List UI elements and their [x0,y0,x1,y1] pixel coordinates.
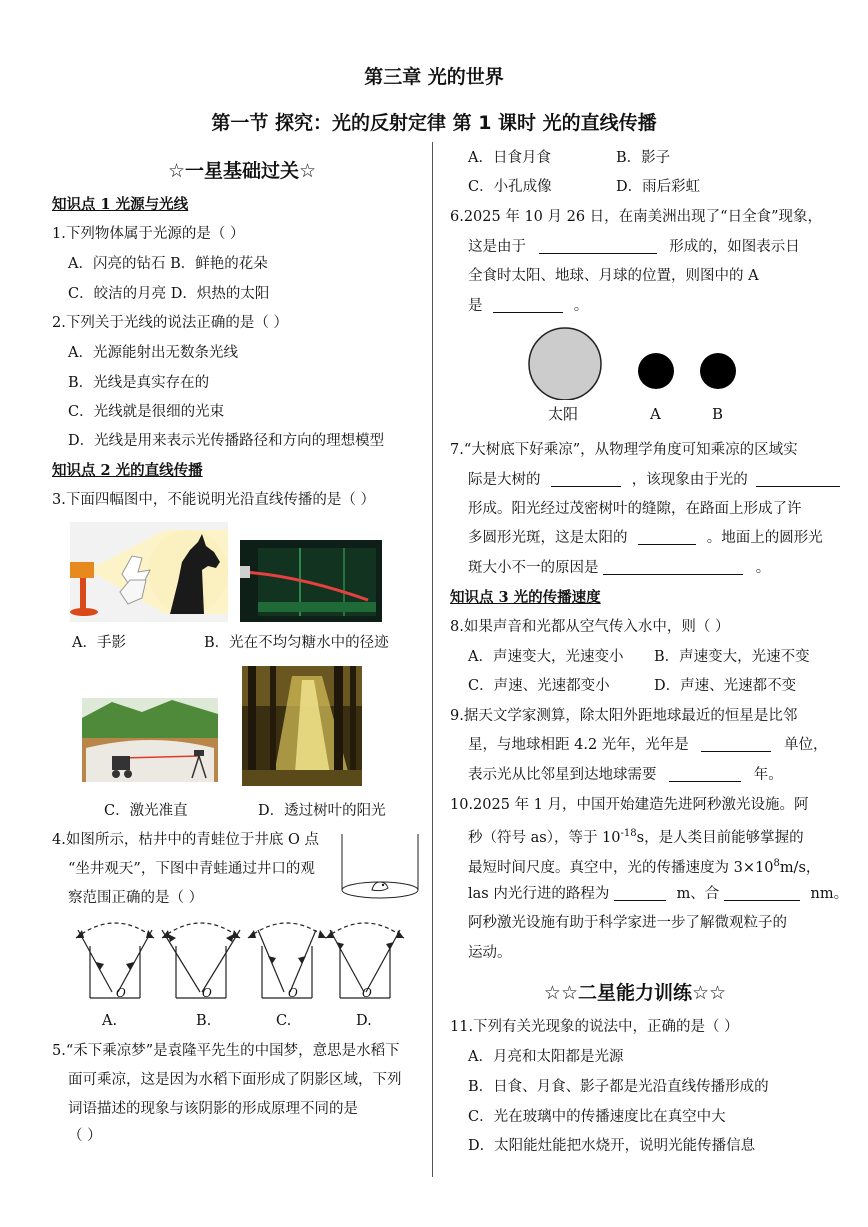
chapter-title: 第三章 光的世界 [364,66,504,88]
q6-text: 形成的，如图表示日 [669,239,800,255]
q10-blank-1[interactable] [614,882,666,901]
q10-text: s，是人类目前能够掌握的 [636,829,804,846]
q10-text: las 内光行进的路程为 [468,886,610,902]
q10-text: nm。 [810,886,849,902]
q1-option: A．闪亮的钻石 B．鲜艳的花朵 [68,256,268,272]
q7-text: 。 [755,560,771,576]
q7-stem-line [468,553,770,583]
q3-caption-a: A．手影 [72,635,126,651]
q4-diagram-c [242,916,332,1006]
q10-text: 最短时间尺度。真空中，光的传播速度为 3×10 [468,859,774,876]
q9-text: 星，与地球相距 4.2 光年，光年是 [468,737,689,753]
q3-caption-b: B．光在不均匀糖水中的径迹 [204,635,389,651]
q3-stem: 3.下面四幅图中，不能说明光沿直线传播的是（ ） [52,492,375,508]
q5-stem-line: （ ） [68,1128,102,1144]
q6-text: 是 [468,298,483,314]
q7-stem-line: 形成。阳光经过茂密树叶的缝隙，在路面上形成了许 [468,501,802,517]
q4-label-a: A. [102,1013,118,1029]
q11-option: B．日食、月食、影子都是光沿直线传播形成的 [468,1079,769,1095]
q4-stem-line: “坐井观天”，下图中青蛙通过井口的观 [68,861,315,877]
q9-stem-line [468,730,828,760]
q4-point-label: O [116,986,126,1000]
q9-stem-line [468,760,783,790]
q2-option: A．光源能射出无数条光线 [68,345,238,361]
section-title: 第一节 探究：光的反射定律 第 1 课时 光的直线传播 [211,112,657,134]
q10-stem-line [468,849,820,883]
q7-text: 际是大树的 [468,472,541,488]
q7-text: 斑大小不一的原因是 [468,560,599,576]
q4-point-label: O [362,986,372,1000]
a-label: A [650,405,661,423]
hand-shadow-image [70,522,228,622]
star2-heading: ☆☆二星能力训练☆☆ [543,982,727,1004]
q4-diagram-b [156,916,246,1006]
q1-stem: 1.下列物体属于光源的是（ ） [52,226,245,242]
star1-heading: ☆一星基础过关☆ [167,160,317,182]
q7-stem-line [468,465,840,495]
q10-text: m/s， [779,859,821,876]
q6-stem-line [468,232,800,262]
q7-stem-line: 7.“大树底下好乘凉”，从物理学角度可知乘凉的区域实 [450,442,798,458]
q7-text: ，该现象由于光的 [631,472,748,488]
q10-stem-line [468,819,804,853]
q9-stem-line: 9.据天文学家测算，除太阳外距地球最近的恒星是比邻 [450,708,798,724]
q11-option: C．光在玻璃中的传播速度比在真空中大 [468,1109,726,1125]
q9-text: 单位， [784,737,828,753]
q6-blank-1[interactable] [539,235,657,254]
q2-option: C．光线就是很细的光束 [68,404,225,420]
b-label: B [712,405,724,423]
q7-blank-1[interactable] [551,468,621,487]
eclipse-diagram [520,326,750,400]
q6-stem-line: 6.2025 年 10 月 26 日，在南美洲出现了“日全食”现象， [450,209,823,225]
column-divider [432,142,433,1177]
q11-option: D．太阳能灶能把水烧开，说明光能传播信息 [468,1138,756,1154]
q9-text: 表示光从比邻星到达地球需要 [468,767,657,783]
q6-text: 这是由于 [468,239,526,255]
q11-option: A．月亮和太阳都是光源 [468,1049,624,1065]
q10-stem-line: 运动。 [468,945,512,961]
q5-option: A．日食月食 [468,150,551,166]
q5-stem-line: 5.“禾下乘凉梦”是袁隆平先生的中国梦，意思是水稻下 [52,1043,400,1059]
q9-blank-2[interactable] [669,763,741,782]
forest-sunlight-image [242,666,362,786]
kp2-heading: 知识点 2 光的直线传播 [52,462,203,479]
q3-caption-c: C．激光准直 [104,803,188,819]
q11-stem: 11.下列有关光现象的说法中，正确的是（ ） [450,1019,739,1035]
q10-blank-2[interactable] [724,882,800,901]
q4-label-b: B. [196,1013,212,1029]
q10-text: 秒（符号 as），等于 10 [468,829,621,846]
q10-stem-line: 阿秒激光设施有助于科学家进一步了解微观粒子的 [468,915,787,931]
q6-stem-line [468,291,588,321]
q8-option: A．声速变大，光速变小 [468,649,624,665]
q7-blank-3[interactable] [638,526,696,545]
q4-point-label: O [202,986,212,1000]
q4-point-label: O [288,986,298,1000]
q7-blank-4[interactable] [603,556,743,575]
q7-stem-line [468,523,823,553]
q2-stem: 2.下列关于光线的说法正确的是（ ） [52,315,288,331]
q5-stem-line: 词语描述的现象与该阴影的形成原理不同的是 [68,1101,358,1117]
q3-caption-d: D．透过树叶的阳光 [258,803,386,819]
q4-stem-line: 4.如图所示，枯井中的青蛙位于井底 O 点 [52,832,319,848]
q6-blank-2[interactable] [493,294,563,313]
q2-option: B．光线是真实存在的 [68,375,210,391]
q4-label-c: C. [276,1013,292,1029]
q5-option: D．雨后彩虹 [616,179,701,195]
q7-text: 。地面上的圆形光 [706,530,823,546]
q9-text: 年。 [753,767,783,783]
q5-option: B．影子 [616,150,671,166]
laser-tunnel-image [82,698,218,782]
q4-stem-line: 察范围正确的是（ ） [68,890,204,906]
q2-option: D．光线是用来表示光传播路径和方向的理想模型 [68,433,385,449]
q10-stem-line: 10.2025 年 1 月，中国开始建造先进阿秒激光设施。阿 [450,797,809,813]
q6-text: 。 [573,298,589,314]
q10-text: m、合 [676,886,720,902]
q10-exponent: 8 [773,858,780,869]
q10-stem-line [468,879,848,909]
q9-blank-1[interactable] [701,733,771,752]
q8-option: C．声速、光速都变小 [468,678,610,694]
kp1-heading: 知识点 1 光源与光线 [52,196,189,213]
q8-option: B．声速变大，光速不变 [654,649,810,665]
q8-stem: 8.如果声音和光都从空气传入水中，则（ ） [450,619,730,635]
q1-option: C．皎洁的月亮 D．炽热的太阳 [68,286,270,302]
q6-stem-line: 全食时太阳、地球、月球的位置，则图中的 A [468,268,759,284]
q10-exponent: -18 [620,828,637,839]
q8-option: D．声速、光速都不变 [654,678,797,694]
well-frog-image [338,828,422,902]
q4-diagram-a [70,916,160,1006]
kp3-heading: 知识点 3 光的传播速度 [450,589,601,606]
q5-option: C．小孔成像 [468,179,552,195]
q7-text: 多圆形光斑，这是太阳的 [468,530,628,546]
q5-stem-line: 面可乘凉，这是因为水稻下面形成了阴影区域，下列 [68,1072,402,1088]
sugar-water-image [240,540,382,622]
q7-blank-2[interactable] [756,468,840,487]
sun-label: 太阳 [548,405,579,423]
q4-label-d: D. [356,1013,372,1029]
